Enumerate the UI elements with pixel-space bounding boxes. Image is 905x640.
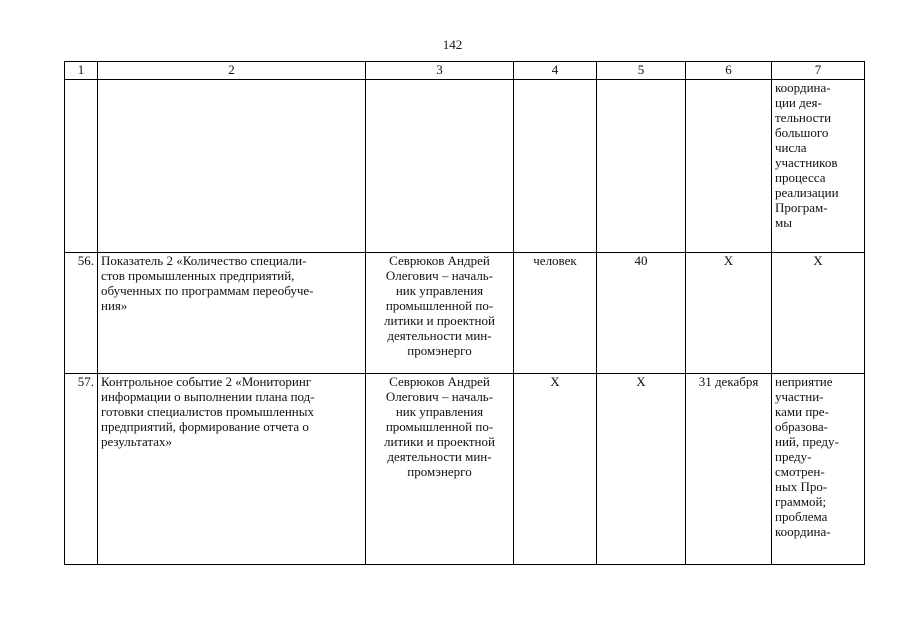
header-col-6: 6 [686, 62, 772, 80]
measure-name: Контрольное событие 2 «Мониторинг информации о выполнении плана под- готовки специалистов промышленных предприятий, формирование отчета о результатах» [98, 374, 366, 565]
deadline [686, 80, 772, 253]
responsible-person: Севрюков Андрей Олегович – началь- ник управления промышленной по- литики и проектной деятельности мин- промэнерго [366, 253, 514, 374]
page-number: 142 [442, 37, 463, 52]
value: Х [597, 374, 686, 565]
header-col-2: 2 [98, 62, 366, 80]
value [597, 80, 686, 253]
risk-text: координа- ции дея- тельности большого числа участников процесса реализации Програм- мы [772, 80, 865, 253]
deadline: Х [686, 253, 772, 374]
table-row-57 [65, 374, 865, 565]
row-number: 57. [65, 374, 98, 565]
responsible-person: Севрюков Андрей Олегович – началь- ник управления промышленной по- литики и проектной деятельности мин- промэнерго [366, 374, 514, 565]
risk-text: Х [772, 253, 865, 374]
table-row-56 [65, 253, 865, 374]
header-col-4: 4 [514, 62, 597, 80]
unit [514, 80, 597, 253]
row-number [65, 80, 98, 253]
unit: Х [514, 374, 597, 565]
header-col-7: 7 [772, 62, 865, 80]
header-col-1: 1 [65, 62, 98, 80]
value: 40 [597, 253, 686, 374]
measures-table [64, 61, 865, 565]
risk-text: неприятие участни- ками пре- образова- ний, преду- преду- смотрен- ных Про- граммой; проблема координа- [772, 374, 865, 565]
row-number: 56. [65, 253, 98, 374]
table-row-continuation [65, 80, 865, 253]
header-col-3: 3 [366, 62, 514, 80]
deadline: 31 декабря [686, 374, 772, 565]
responsible-person [366, 80, 514, 253]
unit: человек [514, 253, 597, 374]
header-row [65, 62, 865, 80]
header-col-5: 5 [597, 62, 686, 80]
measure-name [98, 80, 366, 253]
measure-name: Показатель 2 «Количество специали- стов промышленных предприятий, обученных по программам переобуче- ния» [98, 253, 366, 374]
